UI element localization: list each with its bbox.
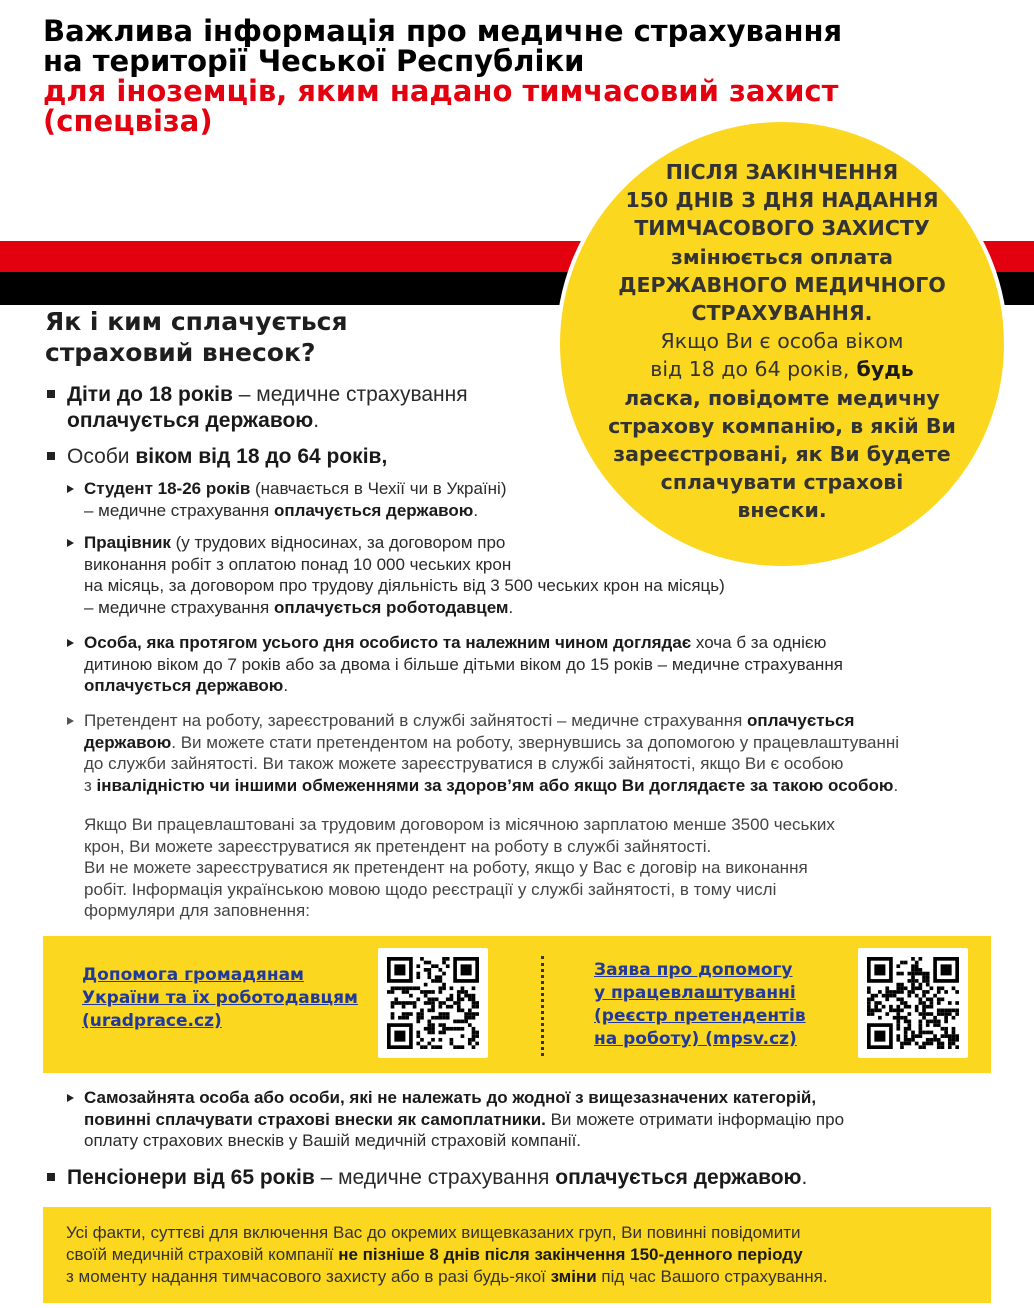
notice-l3c: під час Вашого страхування. <box>596 1267 828 1286</box>
title-red-line-1: для іноземців, яким надано тимчасовий захист <box>43 74 839 108</box>
circle-line: внески. <box>737 498 827 523</box>
list-item-carer <box>67 632 997 697</box>
jobseeker-note <box>84 814 996 922</box>
circle-line: страхову компанію, в якій Ви <box>608 413 956 438</box>
notice-l3b: зміни <box>550 1267 597 1286</box>
circle-line: Якщо Ви є особа віком <box>660 329 904 354</box>
note-line: крон, Ви можете зареєструватися як претендент на роботу в службі зайнятості. <box>84 836 712 856</box>
jobseeker-l1a: Претендент на роботу, зареєстрований в службі зайнятості – медичне страхування <box>84 711 748 730</box>
circle-callout-text <box>590 158 974 525</box>
selfemployed-l3: оплату страхових внесків у Вашій медичній страховій компанії. <box>84 1131 582 1150</box>
mpsv-link-line[interactable]: (реєстр претендентів <box>594 1006 806 1026</box>
adults-bold: віком від 18 до 64 років, <box>135 445 388 468</box>
children-bold: Діти до 18 років <box>67 383 233 406</box>
notice-l2b: не пізніше 8 днів після закінчення 150-денного періоду <box>338 1245 803 1264</box>
square-bullet-icon <box>47 1173 55 1181</box>
list-item-worker <box>67 532 947 618</box>
pensioners-end: . <box>801 1166 808 1189</box>
circle-bold-text: будь <box>849 357 914 382</box>
note-line: Ви не можете зареєструватися як претендент на роботу, якщо у Вас є договір на виконання <box>84 858 808 877</box>
circle-line: 150 ДНІВ З ДНЯ НАДАННЯ <box>625 188 939 213</box>
children-end: . <box>313 409 320 432</box>
notice-line: Усі факти, суттєві для включення Вас до окремих вищевказаних груп, Ви повинні повідомити <box>66 1223 801 1242</box>
mpsv-link[interactable] <box>594 959 844 1051</box>
uradprace-link-line[interactable]: (uradprace.cz) <box>82 1011 222 1031</box>
worker-l4c: . <box>508 597 514 617</box>
list-item-children <box>47 382 567 434</box>
notice-l2a: своїй медичній страховій компанії <box>66 1245 339 1264</box>
note-line: формуляри для заповнення: <box>84 901 310 920</box>
selfemployed-rest: Ви можете отримати інформацію про <box>545 1109 845 1129</box>
qr-code-icon-graphic <box>867 957 959 1049</box>
mpsv-link-line[interactable]: на роботу) (mpsv.cz) <box>594 1029 797 1049</box>
jobseeker-l4c: . <box>893 775 899 795</box>
mpsv-link-line[interactable]: у працевлаштуванні <box>594 983 796 1003</box>
carer-bold: Особа, яка протягом усього дня особисто та належним чином доглядає <box>84 633 692 652</box>
circle-line: ласка, повідомте медичну <box>624 385 940 410</box>
adults-pre: Особи <box>67 445 136 468</box>
selfemployed-bold1: Самозайнята особа або особи, які не належать до жодної з вищезазначених категорій, <box>84 1088 817 1107</box>
qr-code-icon[interactable] <box>378 948 488 1058</box>
carer-bold2: оплачується державою <box>84 676 284 695</box>
uradprace-link-line[interactable]: Допомога громадянам <box>82 965 304 985</box>
square-bullet-icon <box>47 390 55 398</box>
notice-text <box>66 1222 976 1288</box>
pensioners-bold: Пенсіонери від 65 років <box>67 1166 315 1189</box>
jobseeker-l4b: інвалідністю чи іншими обмеженнями за здоров’ям або якщо Ви доглядаєте за такою особою <box>96 775 894 795</box>
worker-l4a: – медичне страхування <box>84 597 274 617</box>
triangle-bullet-icon <box>67 639 74 647</box>
heading-line-1: Як і ким сплачується <box>45 307 348 336</box>
heading-line-2: страховий внесок? <box>45 338 316 367</box>
uradprace-link[interactable] <box>82 964 372 1033</box>
triangle-bullet-icon <box>67 1094 74 1102</box>
circle-line: змінюється оплата <box>670 244 894 269</box>
note-line: Якщо Ви працевлаштовані за трудовим договором із місячною зарплатою менше 3500 чеських <box>84 815 835 834</box>
section-heading <box>45 306 465 368</box>
student-rest: (навчається в Чехії чи в Україні) <box>250 479 507 498</box>
student-l2c: . <box>473 500 479 520</box>
pensioners-rest: – медичне страхування <box>314 1166 556 1189</box>
carer-l2: дитиною віком до 7 років або за двома і більше дітьми віком до 15 років – медичне страхування <box>84 654 843 674</box>
carer-l1: хоча б за однією <box>691 633 827 652</box>
children-rest: – медичне страхування <box>232 383 468 406</box>
title-line-1: Важлива інформація про медичне страхування <box>43 14 843 48</box>
mpsv-link-line[interactable]: Заява про допомогу <box>594 960 793 980</box>
circle-line: ДЕРЖАВНОГО МЕДИЧНОГО <box>618 272 946 297</box>
triangle-bullet-icon <box>67 485 74 493</box>
jobseeker-l3: до служби зайнятості. Ви також можете зареєструватися в службі зайнятості, якщо Ви є особою <box>84 754 844 773</box>
note-line: робіт. Інформація українською мовою щодо реєстрації у службі зайнятості, в тому числі <box>84 879 777 899</box>
title-red-line-2: (спецвіза) <box>43 104 213 138</box>
jobseeker-l1b: оплачується <box>747 711 855 730</box>
circle-line <box>590 355 974 383</box>
list-item-student <box>67 478 587 521</box>
circle-line: зареєстровані, як Ви будете <box>613 442 951 467</box>
worker-l3: на місяць, за договором про трудову діяльність від 3 500 чеських крон на місяць) <box>84 576 725 595</box>
worker-bold: Працівник <box>84 533 171 552</box>
list-item-jobseeker <box>67 710 997 796</box>
uradprace-link-line[interactable]: України та їх роботодавцям <box>82 988 358 1008</box>
triangle-bullet-icon <box>67 539 74 547</box>
qr-code-icon-graphic <box>387 957 479 1049</box>
title-line-2: на території Чеської Республіки <box>43 44 585 78</box>
student-l2b: оплачується державою <box>273 500 474 520</box>
worker-l1: (у трудових відносинах, за договором про <box>170 533 506 552</box>
list-item-adults <box>47 444 567 470</box>
circle-line: сплачувати страхові <box>660 470 904 495</box>
page-title <box>43 16 943 136</box>
circle-line: СТРАХУВАННЯ. <box>691 301 873 326</box>
square-bullet-icon <box>47 452 55 460</box>
notice-l3a: з моменту надання тимчасового захисту або в разі будь-якої <box>66 1267 551 1286</box>
triangle-bullet-icon <box>67 717 74 725</box>
jobseeker-l2b: . Ви можете стати претендентом на роботу, звернувшись за допомогою у працевлаштуванні <box>171 732 900 752</box>
jobseeker-l2a: державою <box>84 732 172 752</box>
worker-l2: виконання робіт з оплатою понад 10 000 чеських крон <box>84 554 512 574</box>
dotted-divider <box>541 956 544 1056</box>
student-l2a: – медичне страхування <box>84 500 274 520</box>
selfemployed-bold2: повинні сплачувати страхові внески як самоплатники. <box>84 1109 546 1129</box>
circle-line: ПІСЛЯ ЗАКІНЧЕННЯ <box>665 160 899 184</box>
qr-code-icon[interactable] <box>858 948 968 1058</box>
list-item-pensioners <box>47 1165 977 1191</box>
circle-line: ТИМЧАСОВОГО ЗАХИСТУ <box>634 216 930 241</box>
pensioners-bold2: оплачується державою <box>555 1166 802 1189</box>
list-item-selfemployed <box>67 1087 997 1152</box>
jobseeker-l4a: з <box>84 775 97 795</box>
worker-l4b: оплачується роботодавцем <box>273 597 509 617</box>
student-bold: Студент 18-26 років <box>84 479 251 498</box>
children-bold2: оплачується державою <box>67 409 314 432</box>
carer-end: . <box>283 676 289 695</box>
circle-age-text: від 18 до 64 років, <box>650 357 850 382</box>
